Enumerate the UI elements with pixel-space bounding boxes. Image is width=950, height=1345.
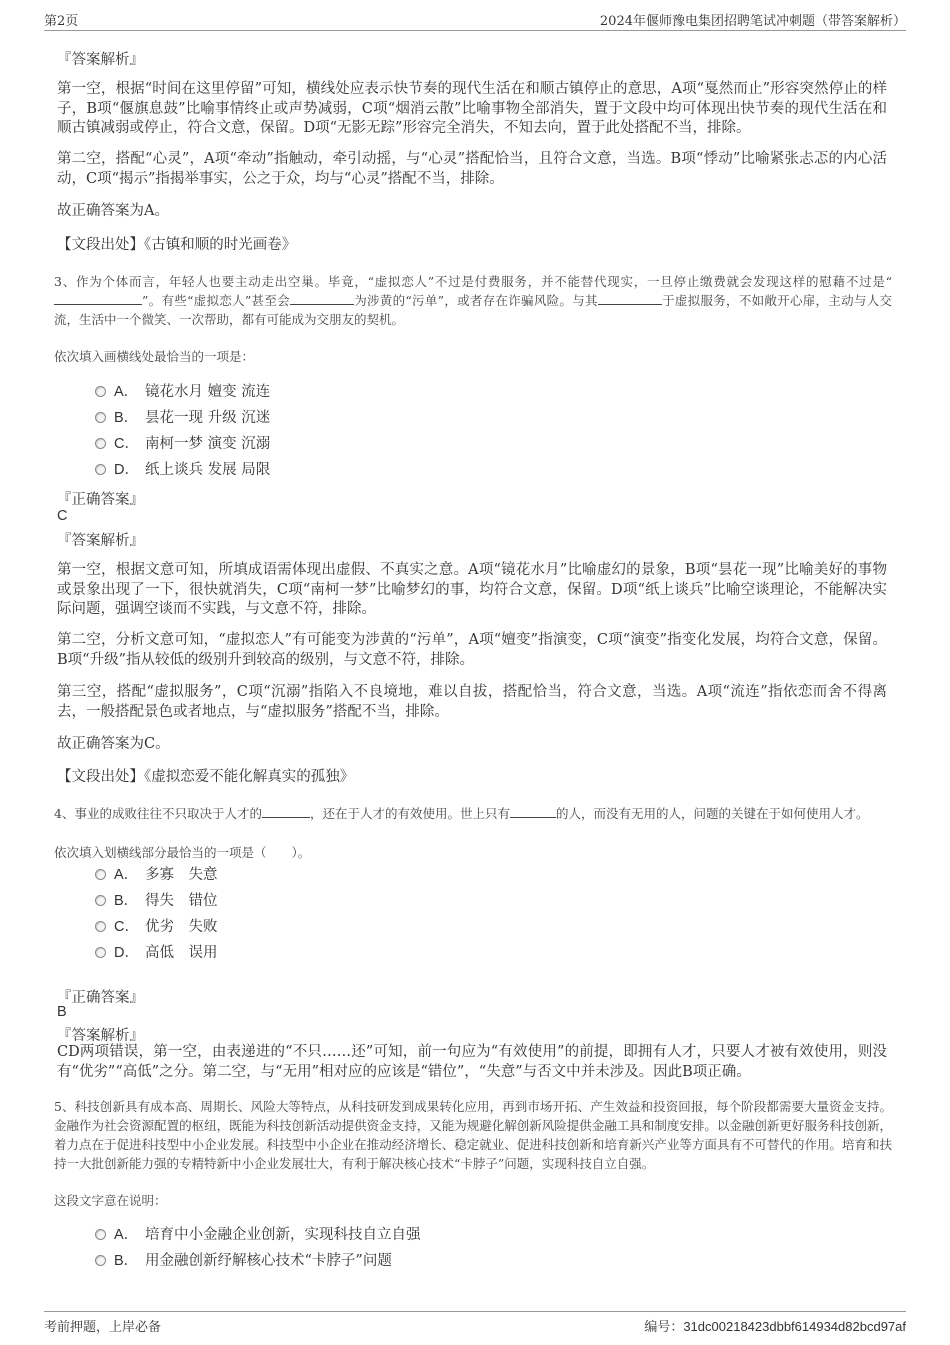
question-prompt: 依次填入画横线处最恰当的一项是： [54, 349, 255, 364]
radio-button[interactable] [95, 1229, 106, 1240]
analysis-paragraph: 第三空，搭配“虚拟服务”，C项“沉溺”指陷入不良境地，难以自拔，搭配恰当，符合文意，当选。A项“流连”指依恋而舍不得离去，一般搭配景色或者地点，与“虚拟服务”搭配不当，排除。 [57, 684, 887, 720]
analysis-paragraph: CD两项错误，第一空，由表递进的“不只……还”可知，前一句应为“有效使用”的前提，即拥有人才，只要人才被有效使用，则没有“优劣”“高低”之分。第二空，与“无用”相对应的应该是“错位”，“失意”与否文中并未涉及。因此B项正确。 [57, 1044, 887, 1080]
radio-button[interactable] [95, 895, 106, 906]
question-stem: 3、作为个体而言，年轻人也要主动走出空巢。毕竟，“虚拟恋人”不过是付费服务，并不能替代现实，一旦停止缴费就会发现这样的慰藉不过是“”。有些“虚拟恋人”甚至会 为涉黄的“污单”，或者存在诈骗风险。与其 于虚拟服务，不如敞开心扉，主动与人交流，生活中一个微笑、一次帮助，都有可能成为交朋友的契机。 [54, 274, 892, 327]
page-header [44, 8, 906, 31]
fill-blank [262, 805, 310, 818]
option-a[interactable]: A． 镜花水月 嬗变 流连 [95, 382, 270, 402]
option-b[interactable]: B． 昙花一现 升级 沉迷 [95, 408, 270, 428]
correct-answer: B [57, 1004, 67, 1020]
correct-answer-label: 『正确答案』 [57, 990, 144, 1006]
radio-button[interactable] [95, 386, 106, 397]
option-c[interactable]: C． 南柯一梦 演变 沉溺 [95, 434, 270, 454]
correct-answer: C [57, 508, 68, 524]
radio-button[interactable] [95, 438, 106, 449]
radio-button[interactable] [95, 1255, 106, 1266]
source-citation: 【文段出处】《虚拟恋爱不能化解真实的孤独》 [57, 769, 355, 785]
document-code: 编号：31dc00218423dbbf614934d82bcd97af [644, 1319, 906, 1335]
answer-analysis-label: 『答案解析』 [57, 533, 144, 549]
option-a[interactable]: A． 多寡 失意 [95, 865, 218, 885]
option-d[interactable]: D． 高低 误用 [95, 943, 218, 963]
fill-blank [54, 292, 142, 305]
radio-button[interactable] [95, 947, 106, 958]
correct-answer-label: 『正确答案』 [57, 492, 144, 508]
page-number: 第2页 [44, 14, 79, 29]
radio-button[interactable] [95, 464, 106, 475]
option-a[interactable]: A． 培育中小金融企业创新，实现科技自立自强 [95, 1225, 421, 1245]
document-title: 2024年偃师豫电集团招聘笔试冲刺题（带答案解析） [599, 14, 906, 29]
fill-blank [290, 292, 354, 305]
fill-blank [510, 805, 556, 818]
answer-analysis-label: 『答案解析』 [57, 1028, 144, 1044]
analysis-paragraph: 第二空，分析文意可知，“虚拟恋人”有可能变为涉黄的“污单”，A项“嬗变”指演变，C项“演变”指变化发展，均符合文意，保留。B项“升级”指从较低的级别升到较高的级别，与文意不符，排除。 [57, 632, 887, 668]
analysis-paragraph: 第二空，搭配“心灵”，A项“牵动”指触动，牵引动摇，与“心灵”搭配恰当，且符合文意，当选。B项“悸动”比喻紧张忐忑的内心活动，C项“揭示”指揭举事实，公之于众，均与“心灵”搭配不当，排除。 [57, 151, 887, 187]
option-b[interactable]: B． 得失 错位 [95, 891, 218, 911]
analysis-conclusion: 故正确答案为C。 [57, 736, 170, 752]
question-prompt: 依次填入划横线部分最恰当的一项是（ ）。 [54, 845, 311, 860]
analysis-paragraph: 第一空，根据“时间在这里停留”可知，横线处应表示快节奏的现代生活在和顺古镇停止的意思，A项“戛然而止”形容突然停止的样子，B项“偃旗息鼓”比喻事情终止或声势减弱，C项“烟消云散”比喻事物全部消失，置于文段中均可体现出快节奏的现代生活在和顺古镇减弱或停止，符合文意，保留。D项“无影无踪”形容完全消失，不知去向，置于此处搭配不当，排除。 [57, 81, 887, 136]
option-d[interactable]: D． 纸上谈兵 发展 局限 [95, 460, 270, 480]
question-stem: 5、科技创新具有成本高、周期长、风险大等特点，从科技研发到成果转化应用，再到市场开拓、产生效益和投资回报，每个阶段都需要大量资金支持。金融作为社会资源配置的枢纽，既能为科技创新活动提供资金支持，又能为规避化解创新风险提供金融工具和制度安排。以金融创新更好服务科技创新，着力点在于促进科技型中小企业发展。科技型中小企业在推动经济增长、稳定就业、促进科技创新和培育新兴产业等方面具有不可替代的作用。培育和扶持一大批创新能力强的专精特新中小企业发展壮大，有利于解决核心技术“卡脖子”问题，实现科技自立自强。 [54, 1099, 892, 1171]
footer-slogan: 考前押题，上岸必备 [44, 1320, 162, 1335]
radio-button[interactable] [95, 869, 106, 880]
analysis-paragraph: 第一空，根据文意可知，所填成语需体现出虚假、不真实之意。A项“镜花水月”比喻虚幻的景象，B项“昙花一现”比喻美好的事物或景象出现了一下，很快就消失，C项“南柯一梦”比喻梦幻的事，均符合文意，保留。D项“纸上谈兵”比喻空谈理论，不能解决实际问题，强调空谈而不实践，与文意不符，排除。 [57, 562, 887, 617]
question-prompt: 这段文字意在说明： [54, 1193, 167, 1208]
question-stem: 4、事业的成败往往不只取决于人才的 ，还在于人才的有效使用。世上只有 的人，而没有无用的人，问题的关键在于如何使用人才。 [54, 806, 869, 821]
radio-button[interactable] [95, 921, 106, 932]
option-c[interactable]: C． 优劣 失败 [95, 917, 218, 937]
fill-blank [598, 292, 662, 305]
option-b[interactable]: B． 用金融创新纾解核心技术“卡脖子”问题 [95, 1251, 392, 1271]
analysis-conclusion: 故正确答案为A。 [57, 203, 169, 219]
page-footer [44, 1311, 906, 1334]
answer-analysis-label: 『答案解析』 [57, 52, 144, 68]
radio-button[interactable] [95, 412, 106, 423]
source-citation: 【文段出处】《古镇和顺的时光画卷》 [57, 237, 297, 253]
